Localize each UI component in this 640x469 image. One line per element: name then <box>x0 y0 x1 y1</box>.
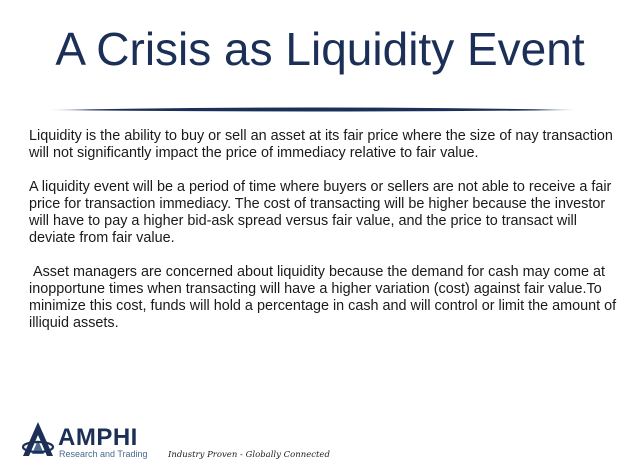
title-underline <box>48 104 578 116</box>
logo-name: AMPHI <box>58 424 138 451</box>
paragraph-asset-managers: Asset managers are concerned about liquidity because the demand for cash may come at inopportune times when transacting will have a higher variation (cost) against fair value.To minimize this cost, funds will hold a percentage in cash and will control or limit the amount of illiquid assets. <box>29 264 621 331</box>
slide-title: A Crisis as Liquidity Event <box>55 23 585 75</box>
amphi-logo-icon <box>20 420 56 462</box>
logo-subtitle: Research and Trading <box>59 449 148 459</box>
slide-body <box>29 128 619 349</box>
paragraph-liquidity-definition: Liquidity is the ability to buy or sell an asset at its fair price where the size of nay transaction will not significantly impact the price of immediacy relative to fair value. <box>29 128 617 161</box>
paragraph-liquidity-event: A liquidity event will be a period of time where buyers or sellers are not able to receive a fair price for transaction immediacy. The cost of transacting will be higher because the investor will have to pay a higher bid-ask spread versus fair value, and the price to transact will deviate from fair value. <box>29 179 616 246</box>
footer-tagline: Industry Proven - Globally Connected <box>168 450 330 460</box>
